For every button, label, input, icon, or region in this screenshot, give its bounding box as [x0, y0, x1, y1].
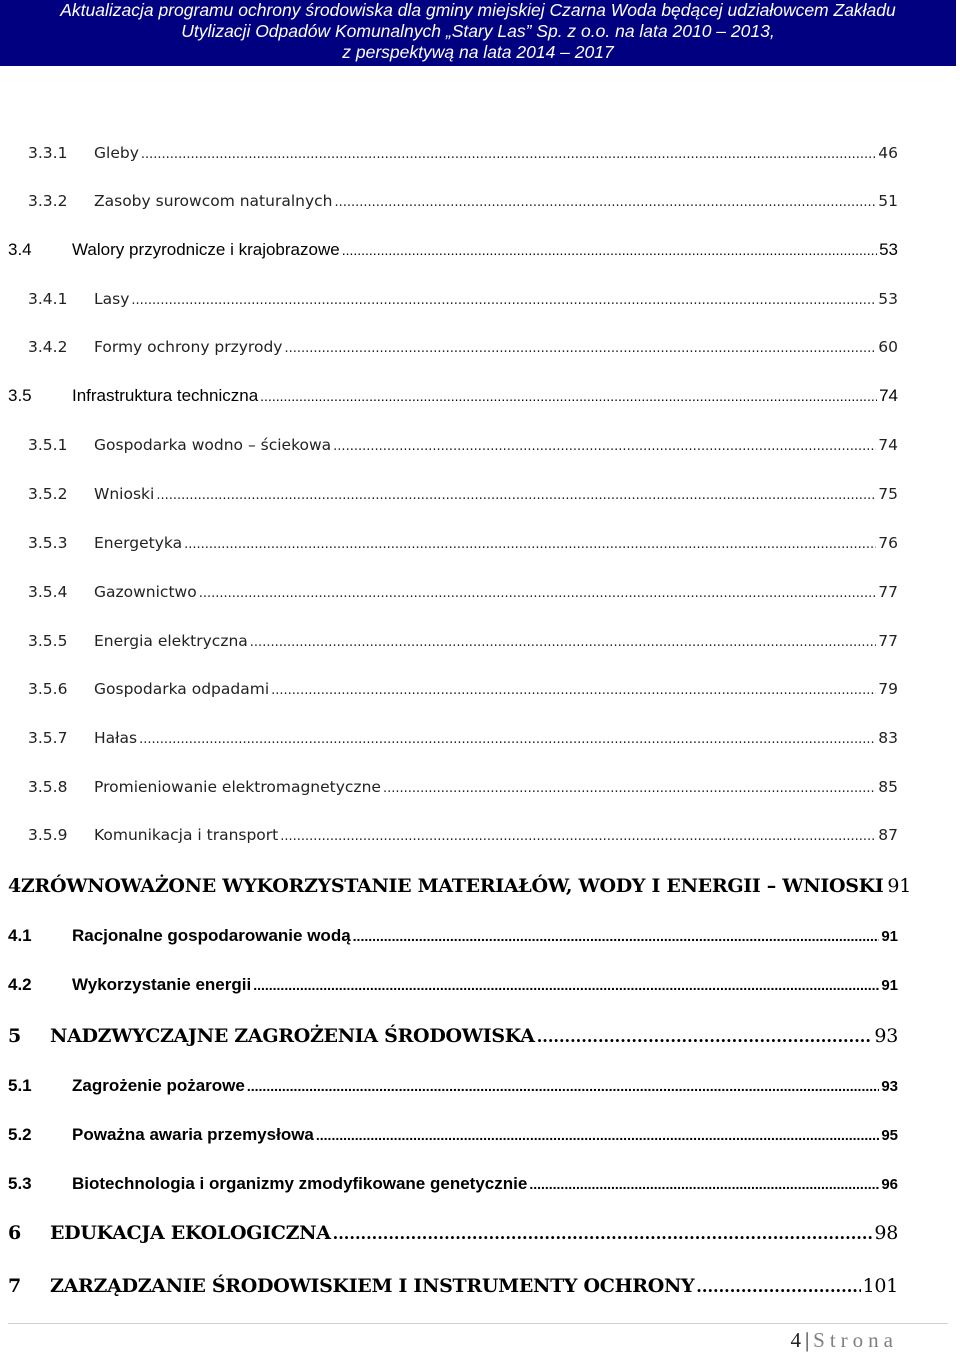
toc-entry-number: 3.5.3 [28, 534, 68, 552]
toc-entry-page: 77 [878, 632, 898, 650]
toc-entry-number: 3.3.2 [28, 192, 68, 210]
toc-entry-number: 3.5.9 [28, 826, 68, 844]
toc-entry-title: Gospodarka wodno – ściekowa [94, 436, 332, 454]
toc-entry[interactable] [8, 926, 898, 946]
toc-leader-dots [316, 1125, 879, 1145]
toc-leader-dots [141, 144, 876, 162]
toc-leader-dots [253, 975, 879, 995]
toc-entry-number: 3.5.5 [28, 632, 68, 650]
toc-entry-number: 4.2 [8, 975, 32, 994]
toc-leader-dots [280, 826, 876, 844]
header-line-1: Aktualizacja programu ochrony środowiska dla gminy miejskiej Czarna Woda będącej udziałowcem Zakładu [60, 0, 896, 20]
toc-entry-page: 60 [878, 338, 898, 356]
toc-entry[interactable] [28, 826, 898, 844]
toc-entry[interactable] [28, 729, 898, 747]
toc-entry-page: 46 [878, 144, 898, 162]
toc-entry[interactable] [28, 338, 898, 356]
toc-leader-dots [334, 192, 876, 210]
toc-entry-page: 96 [881, 1176, 898, 1193]
toc-entry-page: 51 [878, 192, 898, 210]
toc-entry[interactable] [8, 1076, 898, 1096]
toc-entry[interactable] [28, 680, 898, 698]
toc-entry-page: 93 [881, 1078, 898, 1095]
toc-entry-title: Zasoby surowcom naturalnych [94, 192, 333, 210]
page-footer [790, 1328, 898, 1353]
toc-entry-number: 4 [8, 875, 21, 897]
toc-entry-number: 3.5.6 [28, 680, 68, 698]
footer-page-label: Strona [813, 1328, 898, 1352]
toc-entry-page: 75 [878, 485, 898, 503]
toc-entry-title: Gazownictwo [94, 583, 197, 601]
toc-entry[interactable] [28, 778, 898, 796]
toc-leader-dots [383, 778, 876, 796]
toc-leader-dots [529, 1174, 879, 1194]
footer-divider [8, 1323, 948, 1324]
toc-entry[interactable] [8, 1125, 898, 1145]
toc-entry-title: Wykorzystanie energii [72, 975, 252, 994]
toc-leader-dots [260, 386, 877, 406]
toc-entry-title: Gospodarka odpadami [94, 680, 270, 698]
toc-entry-title: Gleby [94, 144, 139, 162]
toc-entry[interactable] [8, 386, 898, 406]
toc-entry-page: 95 [881, 1127, 898, 1144]
toc-entry-number: 3.5.2 [28, 485, 68, 503]
toc-entry[interactable] [8, 1275, 898, 1297]
toc-entry-number: 3.5.4 [28, 583, 68, 601]
toc-leader-dots [131, 290, 876, 308]
toc-leader-dots [199, 583, 877, 601]
toc-entry-page: 91 [887, 875, 911, 897]
toc-entry-number: 3.5.7 [28, 729, 68, 747]
toc-entry-title: NADZWYCZAJNE ZAGROŻENIA ŚRODOWISKA [50, 1025, 535, 1047]
toc-entry[interactable] [8, 240, 898, 260]
toc-entry-page: 77 [878, 583, 898, 601]
toc-entry-number: 5 [8, 1025, 21, 1047]
toc-leader-dots [250, 632, 876, 650]
toc-entry[interactable] [28, 192, 898, 210]
toc-entry-page: 91 [881, 928, 898, 945]
toc-entry[interactable] [8, 1174, 898, 1194]
toc-entry-number: 3.5.8 [28, 778, 68, 796]
toc-entry-page: 79 [878, 680, 898, 698]
toc-entry-title: Walory przyrodnicze i krajobrazowe [72, 240, 340, 259]
toc-entry-number: 3.4.2 [28, 338, 68, 356]
toc-entry-number: 6 [8, 1222, 21, 1244]
toc-entry[interactable] [28, 485, 898, 503]
toc-entry-page: 98 [874, 1222, 898, 1244]
footer-page-number: 4 [790, 1328, 801, 1352]
toc-entry-page: 87 [878, 826, 898, 844]
toc-entry-title: Lasy [94, 290, 130, 308]
toc-entry-page: 93 [874, 1025, 898, 1047]
toc-entry-title: Energia elektryczna [94, 632, 248, 650]
toc-entry[interactable] [28, 534, 898, 552]
toc-entry-title: Komunikacja i transport [94, 826, 279, 844]
toc-entry-page: 53 [878, 290, 898, 308]
toc-entry-title: ZRÓWNOWAŻONE WYKORZYSTANIE MATERIAŁÓW, WODY I ENERGII – WNIOSKI [20, 875, 884, 897]
toc-leader-dots [271, 680, 876, 698]
toc-leader-dots [156, 485, 876, 503]
toc-entry-number: 7 [8, 1275, 21, 1297]
footer-separator: | [804, 1328, 810, 1352]
toc-entry-title: Energetyka [94, 534, 183, 552]
toc-entry-title: ZARZĄDZANIE ŚRODOWISKIEM I INSTRUMENTY OCHRONY [50, 1275, 695, 1297]
toc-entry-page: 53 [879, 240, 898, 259]
toc-entry-page: 101 [862, 1275, 898, 1297]
toc-entry-title: Racjonalne gospodarowanie wodą [72, 926, 351, 945]
toc-entry[interactable] [8, 975, 898, 995]
toc-entry-page: 74 [879, 386, 898, 405]
toc-entry-number: 3.4.1 [28, 290, 68, 308]
toc-entry-number: 4.1 [8, 926, 32, 945]
toc-entry[interactable] [28, 290, 898, 308]
header-line-3: z perspektywą na lata 2014 – 2017 [342, 42, 614, 62]
toc-entry-number: 5.2 [8, 1125, 32, 1144]
toc-entry[interactable] [8, 875, 911, 897]
toc-leader-dots [696, 1275, 860, 1297]
toc-leader-dots [139, 729, 876, 747]
toc-entry-title: Promieniowanie elektromagnetyczne [94, 778, 381, 796]
toc-leader-dots [333, 436, 876, 454]
toc-entry-page: 76 [878, 534, 898, 552]
toc-entry-page: 91 [881, 977, 898, 994]
toc-entry-title: Biotechnologia i organizmy zmodyfikowane genetycznie [72, 1174, 528, 1193]
toc-leader-dots [284, 338, 876, 356]
toc-entry-title: Wnioski [94, 485, 155, 503]
toc-leader-dots [537, 1025, 873, 1047]
toc-entry-title: Infrastruktura techniczna [72, 386, 259, 405]
toc-entry-number: 3.3.1 [28, 144, 68, 162]
toc-entry[interactable] [8, 1222, 898, 1244]
toc-entry-title: Poważna awaria przemysłowa [72, 1125, 314, 1144]
header-line-2: Utylizacji Odpadów Komunalnych „Stary Las” Sp. z o.o. na lata 2010 – 2013, [181, 21, 775, 41]
toc-entry[interactable] [8, 1025, 898, 1047]
toc-entry-number: 3.5 [8, 386, 32, 405]
toc-entry-title: Formy ochrony przyrody [94, 338, 283, 356]
toc-entry-page: 74 [878, 436, 898, 454]
toc-leader-dots [184, 534, 876, 552]
toc-entry-number: 5.1 [8, 1076, 32, 1095]
toc-entry-title: EDUKACJA EKOLOGICZNA [50, 1222, 331, 1244]
toc-entry-page: 83 [878, 729, 898, 747]
toc-leader-dots [342, 240, 877, 260]
toc-entry[interactable] [28, 632, 898, 650]
toc-entry-number: 3.4 [8, 240, 32, 259]
toc-entry-page: 85 [878, 778, 898, 796]
toc-entry[interactable] [28, 436, 898, 454]
toc-entry-title: Zagrożenie pożarowe [72, 1076, 245, 1095]
toc-entry-number: 5.3 [8, 1174, 32, 1193]
document-header [0, 0, 956, 66]
toc-entry[interactable] [28, 583, 898, 601]
toc-leader-dots [247, 1076, 879, 1096]
toc-entry-title: Hałas [94, 729, 138, 747]
toc-entry[interactable] [28, 144, 898, 162]
toc-leader-dots [353, 926, 880, 946]
toc-leader-dots [333, 1222, 873, 1244]
toc-entry-number: 3.5.1 [28, 436, 68, 454]
